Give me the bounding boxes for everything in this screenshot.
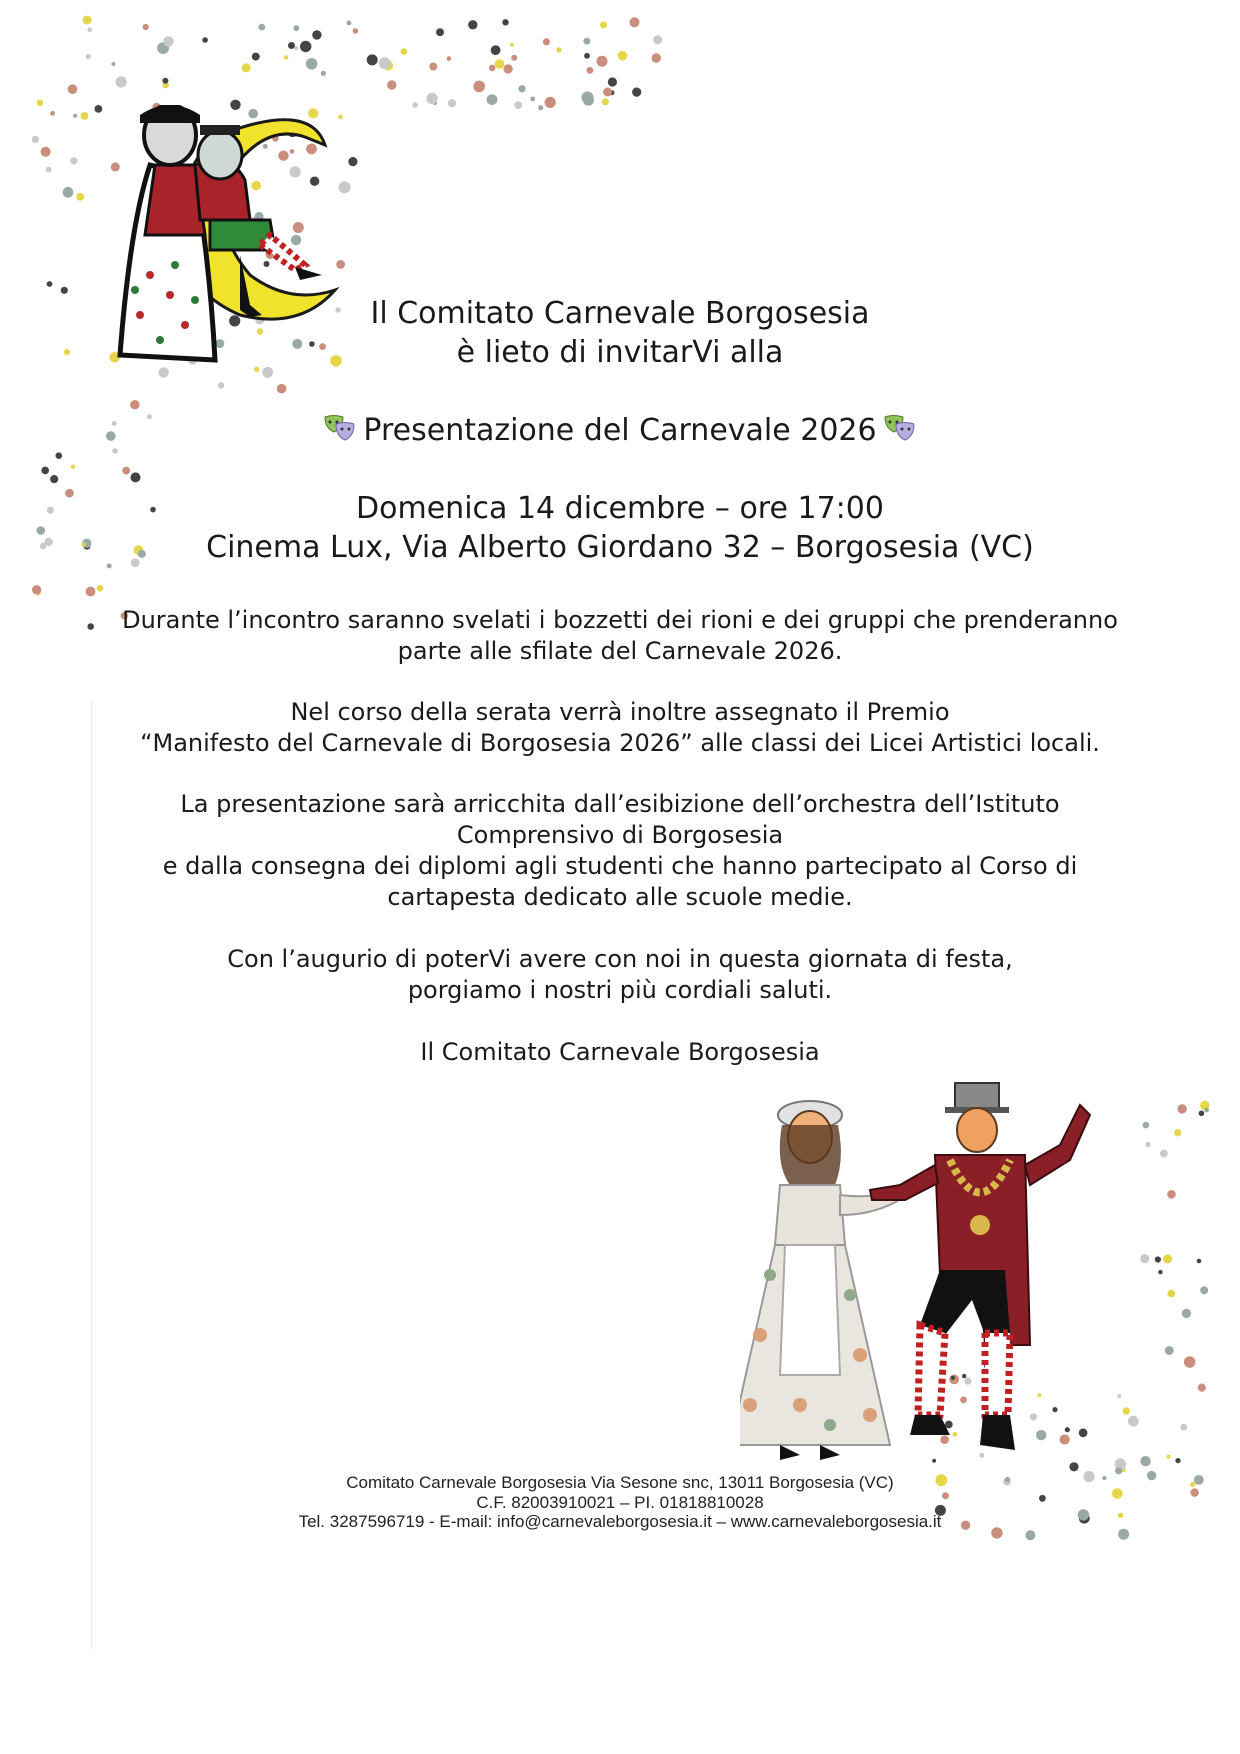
- paragraph-1-line-1: Durante l’incontro saranno svelati i bozzetti dei rioni e dei gruppi che prenderanno: [122, 606, 1118, 634]
- confetti-dot: [46, 167, 52, 173]
- confetti-dot: [277, 384, 287, 394]
- confetti-dot: [56, 452, 63, 459]
- theater-masks-icon: [323, 414, 357, 444]
- header-line-2: è lieto di invitarVi alla: [456, 335, 784, 370]
- confetti-dot: [321, 71, 326, 76]
- confetti-dot: [50, 111, 55, 116]
- event-date-time: Domenica 14 dicembre – ore 17:00: [356, 491, 884, 526]
- confetti-dot: [252, 53, 260, 61]
- confetti-dot: [284, 55, 288, 59]
- confetti-dot: [511, 55, 517, 61]
- confetti-dot: [514, 101, 522, 109]
- paragraph-4-line-1: Con l’augurio di poterVi avere con noi in questa giornata di festa,: [227, 945, 1013, 973]
- signature: Il Comitato Carnevale Borgosesia: [420, 1038, 820, 1066]
- confetti-dot: [86, 587, 96, 597]
- paragraph-2-line-1: Nel corso della serata verrà inoltre assegnato il Premio: [290, 698, 950, 726]
- confetti-dot: [502, 19, 508, 25]
- confetti-dot: [312, 30, 321, 39]
- confetti-dot: [88, 27, 93, 32]
- confetti-dot: [83, 16, 92, 25]
- confetti-dot: [583, 38, 590, 45]
- confetti-dot: [63, 187, 74, 198]
- confetti-dot: [131, 472, 141, 482]
- confetti-dot: [73, 114, 77, 118]
- confetti-dot: [367, 54, 378, 65]
- confetti-dot: [347, 21, 352, 26]
- confetti-dot: [436, 28, 444, 36]
- confetti-dot: [597, 56, 608, 67]
- confetti-dot: [510, 43, 514, 47]
- confetti-dot: [353, 28, 359, 34]
- confetti-dot: [600, 21, 607, 28]
- confetti-dot: [491, 45, 501, 55]
- confetti-dot: [630, 17, 640, 27]
- confetti-dot: [76, 193, 84, 201]
- confetti-dot: [288, 42, 295, 49]
- man-striped-leg-shape: [260, 235, 305, 270]
- event-title-row: [0, 409, 1240, 453]
- dancing-carnival-couple-illustration: [740, 1075, 1210, 1485]
- confetti-dot: [293, 25, 299, 31]
- header-line-1: Il Comitato Carnevale Borgosesia: [370, 296, 870, 331]
- confetti-dot: [401, 48, 408, 55]
- confetti-dot: [162, 78, 168, 84]
- theater-masks-icon: [883, 414, 917, 444]
- confetti-dot: [653, 35, 662, 44]
- confetti-dot: [41, 467, 49, 475]
- confetti-dot: [218, 382, 224, 388]
- confetti-dot: [306, 58, 318, 70]
- paragraph-3-line-4: cartapesta dedicato alle scuole medie.: [387, 883, 853, 911]
- confetti-dot: [47, 281, 53, 287]
- confetti-dot: [632, 88, 641, 97]
- confetti-dot: [143, 24, 149, 30]
- confetti-dot: [116, 76, 127, 87]
- confetti-dot: [530, 97, 535, 102]
- confetti-dot: [130, 400, 139, 409]
- confetti-dot: [468, 20, 477, 29]
- confetti-dot: [111, 62, 115, 66]
- woman-apron-shape: [780, 1245, 840, 1375]
- confetti-dot: [495, 59, 505, 69]
- event-title: Presentazione del Carnevale 2026: [363, 413, 877, 448]
- confetti-dot: [32, 585, 41, 594]
- paragraph-3-line-2: Comprensivo di Borgosesia: [456, 821, 784, 849]
- man-top-hat-shape: [955, 1083, 999, 1109]
- confetti-dot: [37, 100, 43, 106]
- confetti-dot: [584, 53, 590, 59]
- paragraph-1-line-2: parte alle sfilate del Carnevale 2026.: [397, 637, 843, 665]
- confetti-dot: [300, 41, 311, 52]
- paragraph-4-line-2: porgiamo i nostri più cordiali saluti.: [407, 976, 833, 1004]
- event-venue: Cinema Lux, Via Alberto Giordano 32 – Borgosesia (VC): [206, 530, 1034, 565]
- confetti-dot: [68, 84, 78, 94]
- confetti-dot: [448, 99, 456, 107]
- confetti-dot: [50, 475, 58, 483]
- confetti-dot: [86, 54, 91, 59]
- confetti-dot: [122, 467, 130, 475]
- confetti-dot: [503, 64, 512, 73]
- confetti-dot: [556, 47, 561, 52]
- footer-contacts: Tel. 3287596719 - E-mail: info@carnevaleborgosesia.it – www.carnevaleborgosesia.it: [298, 1512, 942, 1531]
- confetti-dot: [543, 38, 550, 45]
- woman-bodice-shape: [775, 1185, 845, 1245]
- confetti-dot: [81, 112, 89, 120]
- confetti-dot: [602, 98, 609, 105]
- confetti-dot: [618, 51, 628, 61]
- confetti-dot: [70, 157, 77, 164]
- man-face-shape: [957, 1108, 997, 1152]
- confetti-dot: [652, 53, 661, 62]
- confetti-dot: [258, 24, 265, 31]
- man-striped-stockings-shape: [918, 1325, 945, 1415]
- confetti-dot: [487, 94, 498, 105]
- man-head-shape: [198, 131, 242, 179]
- confetti-dot: [587, 67, 594, 74]
- confetti-dot: [379, 57, 391, 69]
- confetti-dot: [97, 585, 104, 592]
- confetti-dot: [202, 37, 208, 43]
- confetti-dot: [41, 147, 51, 157]
- paragraph-3-line-3: e dalla consegna dei diplomi agli studenti che hanno partecipato al Corso di: [162, 852, 1078, 880]
- confetti-dot: [387, 80, 396, 89]
- confetti-dot: [163, 36, 173, 46]
- confetti-dot: [32, 136, 39, 143]
- confetti-dot: [294, 46, 298, 50]
- confetti-dot: [429, 63, 437, 71]
- confetti-dot: [608, 77, 617, 86]
- confetti-dot: [473, 81, 485, 93]
- footer-address: Comitato Carnevale Borgosesia Via Sesone snc, 13011 Borgosesia (VC): [346, 1473, 894, 1492]
- confetti-dot: [518, 85, 525, 92]
- confetti-dot: [489, 65, 496, 72]
- footer-tax-codes: C.F. 82003910021 – PI. 01818810028: [476, 1493, 764, 1512]
- confetti-dot: [603, 88, 612, 97]
- confetti-dot: [71, 465, 75, 469]
- confetti-dot: [242, 63, 251, 72]
- confetti-dot: [426, 93, 437, 104]
- confetti-dot: [412, 102, 418, 108]
- paragraph-2-line-2: “Manifesto del Carnevale di Borgosesia 2026” alle classi dei Licei Artistici locali.: [140, 729, 1100, 757]
- confetti-dot: [545, 97, 556, 108]
- paragraph-3-line-1: La presentazione sarà arricchita dall’esibizione dell’orchestra dell’Istituto: [180, 790, 1060, 818]
- man-breeches-shape: [920, 1270, 1010, 1335]
- confetti-dot: [582, 92, 594, 104]
- confetti-dot: [538, 105, 543, 110]
- confetti-dot: [447, 56, 452, 61]
